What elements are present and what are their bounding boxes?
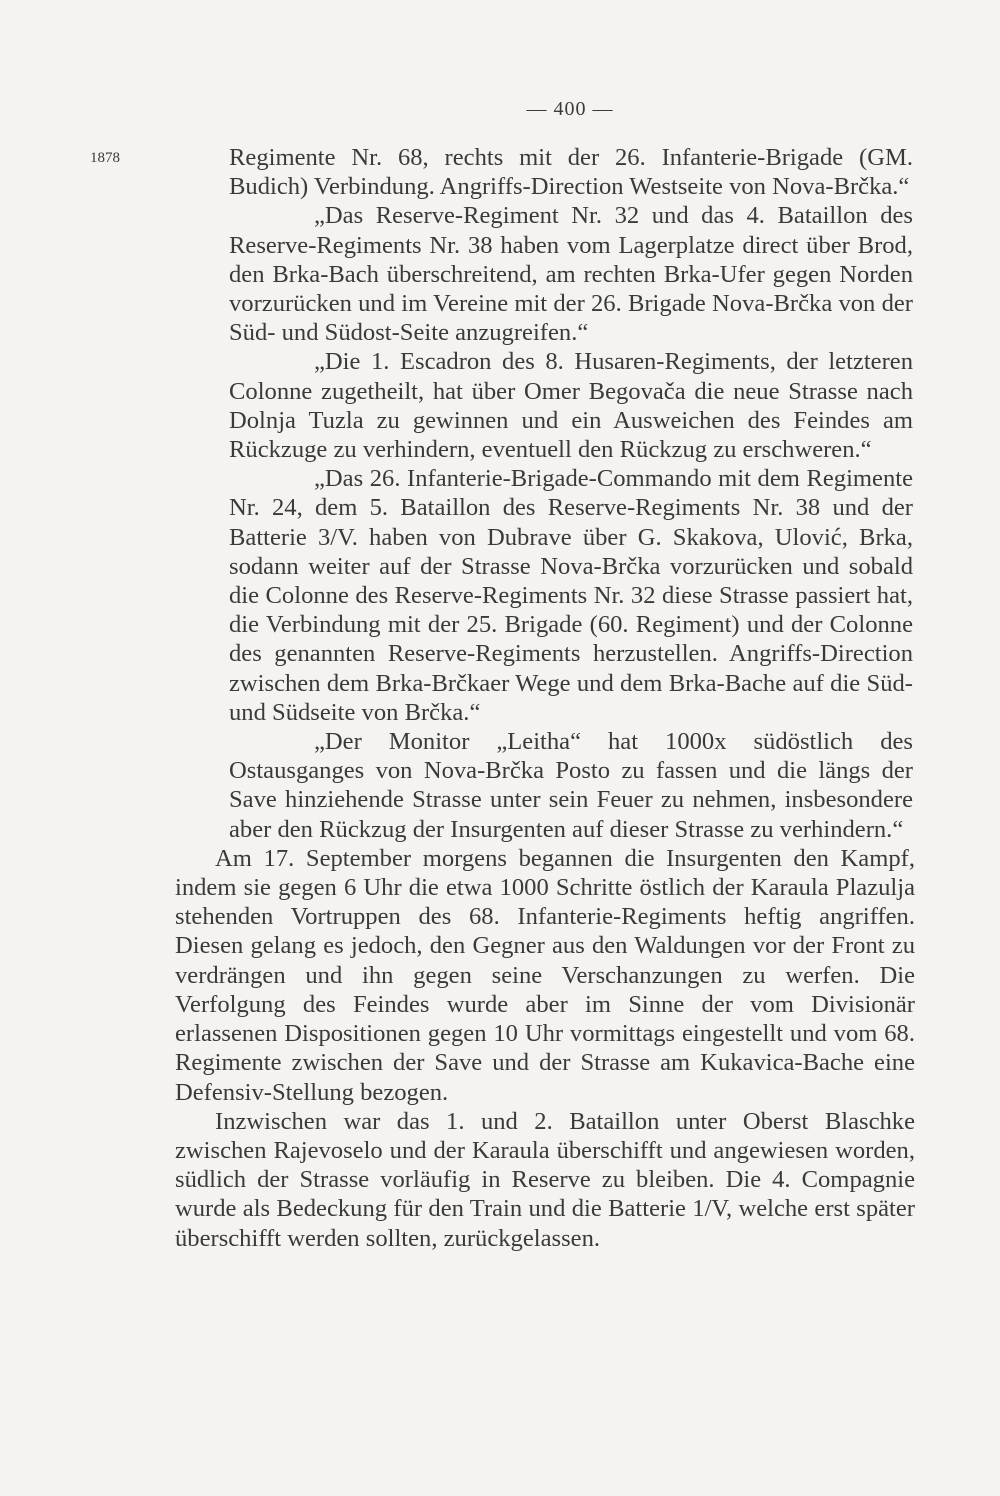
paragraph-5: „Der Monitor „Leitha“ hat 1000x südöstlich des Ostausganges von Nova-Brčka Posto zu fassen und die längs der Save hinziehende Strasse unter sein Feuer zu nehmen, insbesondere aber den Rückzug der Insurgenten auf dieser Strasse zu verhindern.“ [229,728,913,843]
paragraph-7: Inzwischen war das 1. und 2. Bataillon unter Oberst Blaschke zwischen Rajevoselo und der Karaula überschifft und angewiesen worden, südlich der Strasse vorläufig in Reserve zu bleiben. Die 4. Compagnie wurde als Bedeckung für den Train und die Batterie 1/V, welche erst später überschifft werden sollten, zurückgelassen. [175,1107,915,1252]
body-text [175,143,915,1253]
margin-year: 1878 [90,150,120,166]
paragraph-1: Regimente Nr. 68, rechts mit der 26. Infanterie-Brigade (GM. Budich) Verbindung. Angriffs-Direction Westseite von Nova-Brčka.“ [229,144,913,201]
page-number: — 400 — [526,98,614,120]
paragraph-6: Am 17. September morgens begannen die Insurgenten den Kampf, indem sie gegen 6 Uhr die etwa 1000 Schritte östlich der Karaula Plazulja stehenden Vortruppen des 68. Infanterie-Regiments heftig angriffen. Diesen gelang es jedoch, den Gegner aus den Waldungen vor der Front zu verdrängen und ihn gegen seine Verschanzungen zu werfen. Die Verfolgung des Feindes wurde aber im Sinne der vom Divisionär erlassenen Dispositionen gegen 10 Uhr vormittags eingestellt und vom 68. Regimente zwischen der Save und der Strasse am Kukavica-Bache eine Defensiv-Stellung bezogen. [175,844,915,1106]
paragraph-3: „Die 1. Escadron des 8. Husaren-Regiments, der letzteren Colonne zugetheilt, hat über Omer Begovača die neue Strasse nach Dolnja Tuzla zu gewinnen und ein Ausweichen des Feindes am Rückzuge zu verhindern, eventuell den Rückzug zu erschweren.“ [229,348,913,464]
paragraph-4: „Das 26. Infanterie-Brigade-Commando mit dem Regimente Nr. 24, dem 5. Bataillon des Reserve-Regiments Nr. 38 und der Batterie 3/V. haben von Dubrave über G. Skakova, Ulović, Brka, sodann weiter auf der Strasse Nova-Brčka vorzurücken und sobald die Colonne des Reserve-Regiments Nr. 32 diese Strasse passiert hat, die Verbindung mit der 25. Brigade (60. Regiment) und der Colonne des genannten Reserve-Regiments herzustellen. Angriffs-Direction zwischen dem Brka-Brčkaer Wege und dem Brka-Bache auf die Süd- und Südseite von Brčka.“ [229,465,913,726]
paragraph-2: „Das Reserve-Regiment Nr. 32 und das 4. Bataillon des Reserve-Regiments Nr. 38 haben vom Lagerplatze direct über Brod, den Brka-Bach überschreitend, am rechten Brka-Ufer gegen Norden vorzurücken und im Vereine mit der 26. Brigade Nova-Brčka von der Süd- und Südost-Seite anzugreifen.“ [229,202,913,347]
